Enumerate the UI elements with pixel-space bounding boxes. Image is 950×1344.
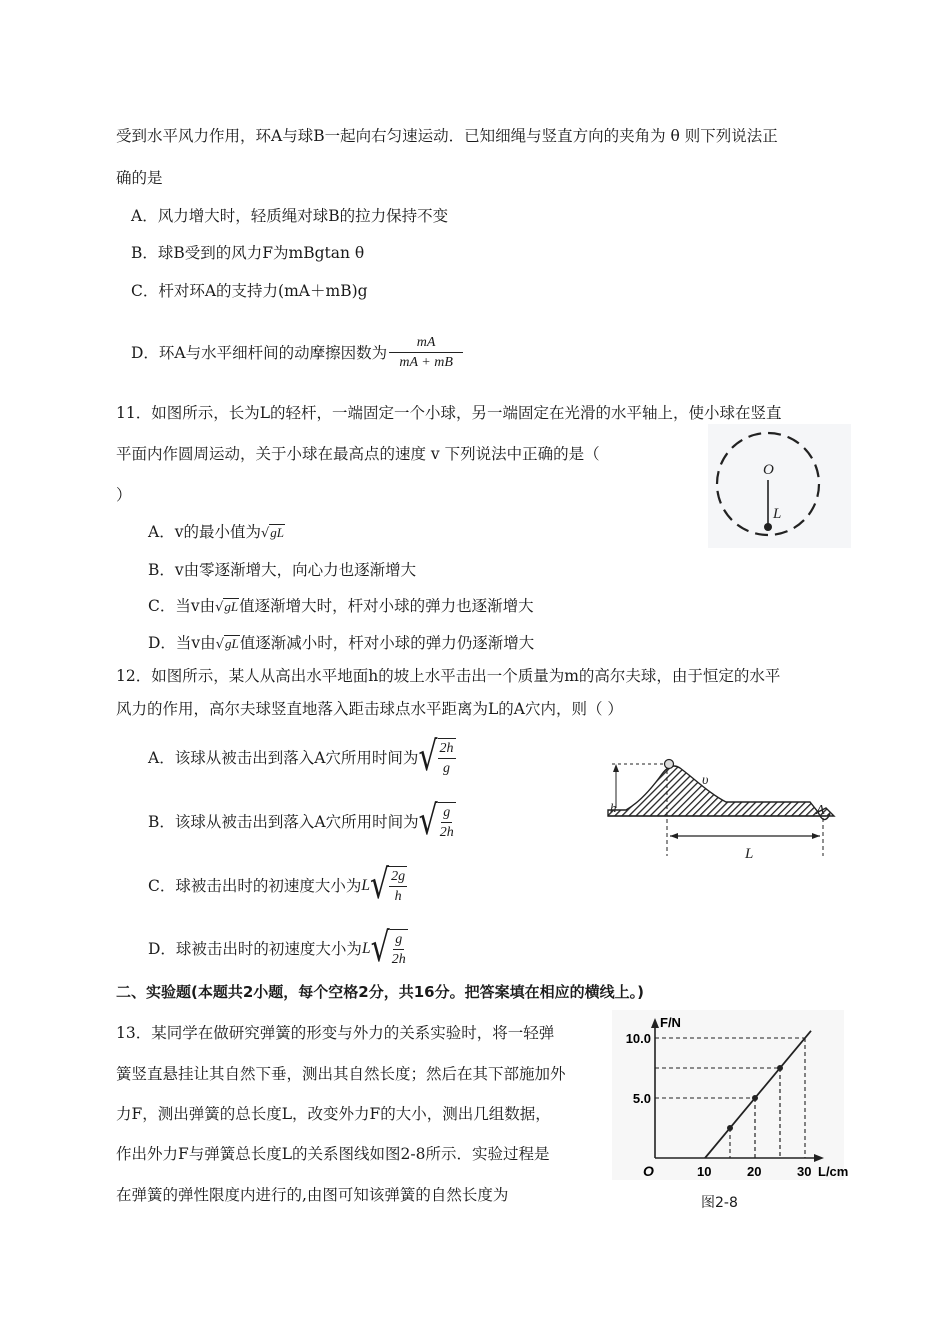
q12-option-a-denominator: g xyxy=(443,761,451,776)
q12-option-c-coef: L xyxy=(361,877,370,894)
q12-stem-line2: 风力的作用，高尔夫球竖直地落入距击球点水平距离为L的A穴内，则（ ） xyxy=(116,700,623,718)
q10-option-d-denominator: mA + mB xyxy=(399,355,453,370)
q12-golf-figure xyxy=(600,752,842,862)
q12-hill-slope xyxy=(608,766,834,816)
q13-data-point-1 xyxy=(752,1095,758,1101)
q11-option-a-sqrt: √gL xyxy=(260,525,284,541)
q13-origin-label: O xyxy=(643,1163,654,1179)
q12-label-v: υ xyxy=(702,773,709,788)
q12-option-a-numerator: 2h xyxy=(438,739,456,759)
q12-label-a: A xyxy=(816,803,825,818)
q12-option-d-text: D．球被击出时的初速度大小为 xyxy=(148,940,362,958)
q13-x-tick-20: 20 xyxy=(747,1164,762,1179)
q12-option-d-fraction xyxy=(390,929,408,969)
q11-label-l: L xyxy=(773,506,782,522)
q11-option-c-post: 值逐渐增大时，杆对小球的弹力也逐渐增大 xyxy=(239,597,534,615)
q12-option-a: A．该球从被击出到落入A穴所用时间为 √ $\frac{2h}{g}$ xyxy=(148,733,454,781)
q12-option-c-text: C．球被击出时的初速度大小为 xyxy=(148,877,362,895)
q13-y-tick-10.0: 10.0 xyxy=(625,1031,651,1046)
q13-x-tick-30: 30 xyxy=(797,1164,812,1179)
q12-option-d-numerator: g xyxy=(393,930,404,950)
q11-option-d-pre: D．当v由 xyxy=(148,634,216,652)
q10-option-c: C．杆对环A的支持力(mA＋mB)g xyxy=(131,282,368,300)
q12-option-b-numerator: g xyxy=(441,803,452,823)
q12-height-arrowhead xyxy=(613,764,619,772)
q10-option-d xyxy=(131,333,463,372)
q13-stem-line3: 力F，测出弹簧的总长度L，改变外力F的大小，测出几组数据， xyxy=(116,1105,551,1123)
q10-stem-line1: 受到水平风力作用，环A与球B一起向右匀速运动．已知细绳与竖直方向的夹角为 θ 则下列说法正 xyxy=(116,127,778,145)
q11-ball xyxy=(764,523,772,531)
q10-stem-line2: 确的是 xyxy=(116,169,163,187)
q11-option-c xyxy=(148,595,534,619)
q13-y-tick-5.0: 5.0 xyxy=(632,1091,651,1106)
q11-option-d-sqrt: √gL xyxy=(215,636,239,652)
q10-option-b: B．球B受到的风力F为mBgtan θ xyxy=(131,244,365,262)
q13-y-axis-label: F/N xyxy=(660,1015,681,1030)
q12-option-b-denominator: 2h xyxy=(439,825,454,840)
q11-stem-line3: ） xyxy=(116,486,132,504)
q12-option-d: D．球被击出时的初速度大小为 L √ $\frac{g}{2h}$ xyxy=(148,924,406,972)
q11-circle-figure xyxy=(708,424,851,548)
q12-option-c-numerator: 2g xyxy=(389,867,407,887)
q11-option-c-radicand: gL xyxy=(224,599,239,614)
q12-option-d-coef: L xyxy=(361,940,371,957)
q11-stem-line2: 平面内作圆周运动，关于小球在最高点的速度 v 下列说法中正确的是（ xyxy=(116,445,600,463)
q11-option-a xyxy=(148,521,285,545)
q11-stem-line1: 11．如图所示，长为L的轻杆，一端固定一个小球，另一端固定在光滑的水平轴上，使小球在竖直 xyxy=(116,404,782,422)
q12-golf-ball xyxy=(665,760,674,769)
q11-option-c-pre: C．当v由 xyxy=(148,597,216,615)
q12-distance-arrow-left xyxy=(670,833,678,839)
q12-option-c-fraction xyxy=(389,866,407,906)
q12-option-c: C．球被击出时的初速度大小为 L √ $\frac{2g}{h}$ xyxy=(148,861,406,909)
section2-heading: 二、实验题(本题共2小题，每个空格2分，共16分。把答案填在相应的横线上。) xyxy=(116,983,644,1001)
q12-stem-line1: 12．如图所示，某人从高出水平地面h的坡上水平击出一个质量为m的高尔夫球，由于恒定的水平 xyxy=(116,667,781,685)
q12-distance-arrow-right xyxy=(812,833,820,839)
q11-label-o: O xyxy=(763,462,774,478)
q12-option-b-text: B．该球从被击出到落入A穴所用时间为 xyxy=(148,813,419,831)
q13-figure-caption: 图2-8 xyxy=(701,1195,738,1211)
q13-x-tick-10: 10 xyxy=(697,1164,712,1179)
q13-data-point-2 xyxy=(777,1065,783,1071)
q11-option-a-radicand: gL xyxy=(270,525,284,540)
q13-x-axis-label: L/cm xyxy=(818,1164,849,1179)
q11-option-d-post: 值逐渐减小时，杆对小球的弹力仍逐渐增大 xyxy=(239,634,535,652)
q13-stem-line5: 在弹簧的弹性限度内进行的,由图可知该弹簧的自然长度为 xyxy=(116,1186,509,1204)
q12-label-l: L xyxy=(745,846,754,862)
q11-option-d-radicand: gL xyxy=(224,636,239,651)
q13-stem-line2: 簧竖直悬挂让其自然下垂，测出其自然长度；然后在其下部施加外 xyxy=(116,1065,566,1083)
q13-stem-line1: 13．某同学在做研究弹簧的形变与外力的关系实验时，将一轻弹 xyxy=(116,1024,555,1042)
q12-option-b: B．该球从被击出到落入A穴所用时间为 √ $\frac{g}{2h}$ xyxy=(148,797,454,845)
q13-stem-line4: 作出外力F与弹簧总长度L的关系图线如图2-8所示．实验过程是 xyxy=(116,1145,550,1163)
q10-option-d-numerator: mA xyxy=(389,333,463,353)
q13-data-point-0 xyxy=(727,1125,733,1131)
q10-option-d-text: D．环A与水平细杆间的动摩擦因数为 xyxy=(131,343,388,362)
q11-option-b: B．v由零逐渐增大，向心力也逐渐增大 xyxy=(148,561,417,579)
q11-option-d xyxy=(148,632,534,656)
q12-option-a-text: A．该球从被击出到落入A穴所用时间为 xyxy=(148,749,419,767)
q11-option-c-sqrt: √gL xyxy=(215,599,239,615)
q12-option-b-fraction xyxy=(438,802,456,842)
q12-label-h: h xyxy=(610,800,617,815)
q11-option-a-text: A．v的最小值为 xyxy=(148,523,261,541)
q12-option-d-denominator: 2h xyxy=(391,952,406,967)
q11-figure-background xyxy=(708,424,851,548)
q12-option-a-fraction xyxy=(438,738,456,778)
q12-option-c-denominator: h xyxy=(394,889,402,904)
q10-option-d-fraction xyxy=(389,333,463,372)
q13-spring-chart xyxy=(612,1010,849,1180)
q10-option-a: A．风力增大时，轻质绳对球B的拉力保持不变 xyxy=(131,207,449,225)
